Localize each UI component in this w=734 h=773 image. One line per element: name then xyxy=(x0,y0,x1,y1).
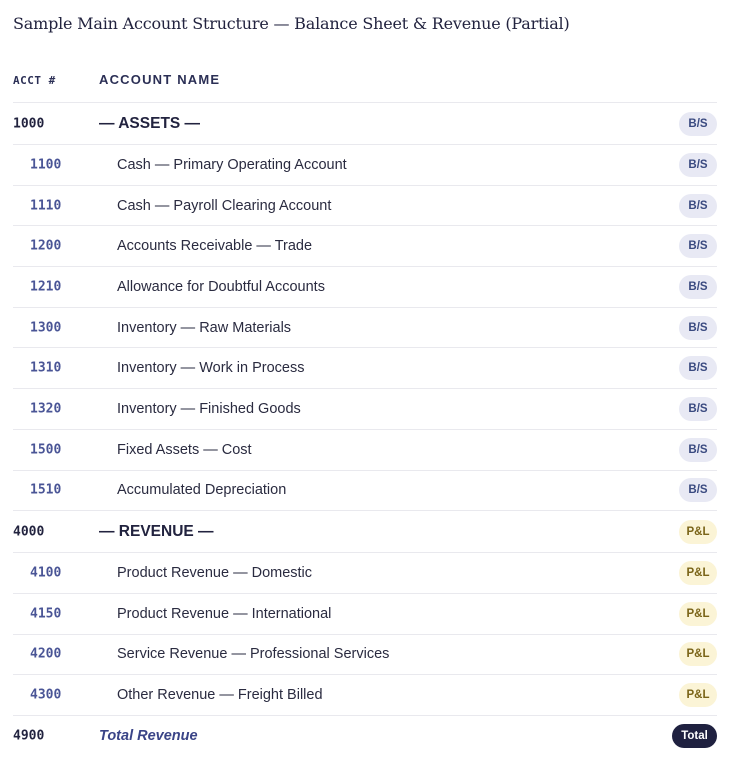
account-number: 4900 xyxy=(13,728,45,744)
table-row xyxy=(13,307,717,348)
account-number: 4150 xyxy=(30,606,62,622)
account-number: 1320 xyxy=(30,401,62,417)
account-name: Inventory — Work in Process xyxy=(117,360,305,377)
account-name: Total Revenue xyxy=(99,727,198,744)
table-row xyxy=(13,470,717,511)
account-number: 1210 xyxy=(30,279,62,295)
account-name: — ASSETS — xyxy=(99,114,201,132)
account-name: — REVENUE — xyxy=(99,522,214,540)
account-table xyxy=(13,102,717,756)
statement-badge: P&L xyxy=(679,642,717,666)
column-header-acct: ACCT # xyxy=(13,74,56,87)
table-row xyxy=(13,429,717,470)
table-row xyxy=(13,634,717,675)
table-row xyxy=(13,593,717,634)
section-row xyxy=(13,102,717,144)
table-row xyxy=(13,144,717,185)
account-number: 1510 xyxy=(30,482,62,498)
account-name: Other Revenue — Freight Billed xyxy=(117,687,323,704)
statement-badge: B/S xyxy=(679,356,717,380)
table-row xyxy=(13,266,717,307)
statement-badge: B/S xyxy=(679,397,717,421)
statement-badge: B/S xyxy=(679,194,717,218)
page-title: Sample Main Account Structure — Balance Sheet & Revenue (Partial) xyxy=(13,14,570,33)
account-number: 1310 xyxy=(30,360,62,376)
account-name: Accumulated Depreciation xyxy=(117,482,287,499)
account-name: Allowance for Doubtful Accounts xyxy=(117,278,325,295)
table-row xyxy=(13,552,717,593)
statement-badge: B/S xyxy=(679,316,717,340)
table-row xyxy=(13,185,717,226)
account-name: Fixed Assets — Cost xyxy=(117,441,252,458)
statement-badge: P&L xyxy=(679,561,717,585)
statement-badge: P&L xyxy=(679,520,717,544)
account-name: Cash — Primary Operating Account xyxy=(117,156,347,173)
table-row xyxy=(13,674,717,715)
table-row xyxy=(13,225,717,266)
statement-badge: B/S xyxy=(679,112,717,136)
account-number: 1100 xyxy=(30,157,62,173)
table-row xyxy=(13,388,717,429)
account-name: Product Revenue — Domestic xyxy=(117,565,313,582)
account-name: Service Revenue — Professional Services xyxy=(117,646,390,663)
account-number: 1500 xyxy=(30,442,62,458)
account-number: 1110 xyxy=(30,198,62,214)
total-row xyxy=(13,715,717,756)
table-row xyxy=(13,347,717,388)
statement-badge: B/S xyxy=(679,478,717,502)
section-row xyxy=(13,510,717,552)
account-number: 1300 xyxy=(30,320,62,336)
statement-badge: Total xyxy=(672,724,717,748)
account-name: Accounts Receivable — Trade xyxy=(117,238,313,255)
account-number: 4100 xyxy=(30,565,62,581)
account-name: Inventory — Finished Goods xyxy=(117,400,301,417)
account-number: 4200 xyxy=(30,646,62,662)
account-number: 1200 xyxy=(30,238,62,254)
statement-badge: B/S xyxy=(679,438,717,462)
statement-badge: B/S xyxy=(679,153,717,177)
account-name: Cash — Payroll Clearing Account xyxy=(117,197,332,214)
account-number: 1000 xyxy=(13,116,45,131)
statement-badge: P&L xyxy=(679,602,717,626)
account-name: Inventory — Raw Materials xyxy=(117,319,292,336)
account-number: 4000 xyxy=(13,524,45,540)
account-number: 4300 xyxy=(30,687,62,703)
column-header-account-name: ACCOUNT NAME xyxy=(99,72,221,87)
account-name: Product Revenue — International xyxy=(117,605,332,622)
statement-badge: P&L xyxy=(679,683,717,707)
statement-badge: B/S xyxy=(679,275,717,299)
statement-badge: B/S xyxy=(679,234,717,258)
